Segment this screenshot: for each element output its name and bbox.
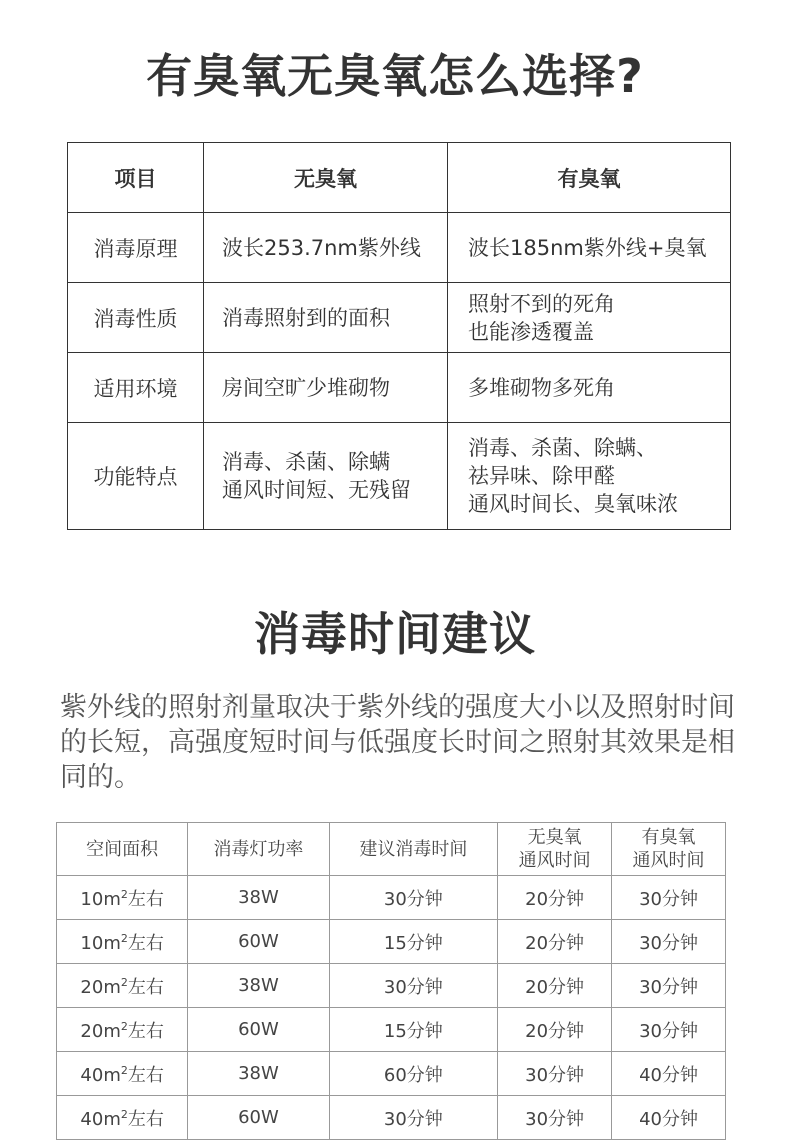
- cell-line: 也能渗透覆盖: [468, 319, 594, 344]
- header-no-ozone: 无臭氧: [204, 143, 448, 213]
- header-line: 建议消毒时间: [359, 838, 468, 860]
- ozone-vent-cell: 40分钟: [612, 1052, 726, 1096]
- area-value: 20m: [80, 976, 121, 998]
- no-ozone-vent-cell: 20分钟: [498, 920, 612, 964]
- ozone-vent-cell: 30分钟: [612, 876, 726, 920]
- power-cell: 38W: [188, 964, 329, 1008]
- header-no-ozone-vent: [498, 823, 612, 876]
- area-suffix: 左右: [127, 932, 164, 954]
- comparison-header-row: [68, 143, 731, 213]
- table-row: [57, 1096, 726, 1140]
- cell-line: 波长253.7nm紫外线: [222, 235, 421, 260]
- header-line: 无臭氧: [527, 827, 582, 848]
- area-unit-exponent: 2: [120, 931, 128, 945]
- area-unit-exponent: 2: [120, 1107, 128, 1121]
- cell-line: 消毒、杀菌、除螨: [222, 450, 390, 474]
- area-suffix: 左右: [127, 1020, 164, 1042]
- no-ozone-cell: [204, 283, 448, 353]
- area-unit-exponent: 2: [120, 975, 128, 989]
- area-unit-exponent: 2: [120, 1063, 128, 1077]
- header-ozone: 有臭氧: [448, 143, 731, 213]
- ozone-vent-cell: 30分钟: [612, 964, 726, 1008]
- cell-line: 消毒照射到的面积: [222, 305, 390, 330]
- no-ozone-cell: [204, 213, 448, 283]
- time-cell: 15分钟: [329, 1008, 498, 1052]
- area-value: 10m: [80, 888, 121, 910]
- comparison-table: [67, 142, 731, 530]
- header-line: 有臭氧: [641, 827, 696, 848]
- table-row: [68, 283, 731, 353]
- area-cell: [57, 1096, 188, 1140]
- power-cell: 60W: [188, 1008, 329, 1052]
- area-suffix: 左右: [127, 976, 164, 998]
- time-cell: 30分钟: [329, 876, 498, 920]
- area-cell: [57, 920, 188, 964]
- header-ozone-vent: [612, 823, 726, 876]
- header-line: 通风时间: [632, 850, 705, 871]
- area-value: 40m: [80, 1064, 121, 1086]
- power-cell: 38W: [188, 1052, 329, 1096]
- header-line: 消毒灯功率: [213, 838, 304, 860]
- section-title: 消毒时间建议: [254, 607, 536, 661]
- cell-line: 消毒、杀菌、除螨、: [468, 436, 657, 460]
- row-label: 适用环境: [68, 353, 204, 423]
- cell-line: 祛异味、除甲醛: [468, 464, 615, 488]
- header-line: 空间面积: [86, 838, 159, 860]
- time-cell: 60分钟: [329, 1052, 498, 1096]
- area-cell: [57, 964, 188, 1008]
- power-cell: 60W: [188, 920, 329, 964]
- ozone-cell: [448, 213, 731, 283]
- no-ozone-cell: [204, 423, 448, 530]
- row-label: 消毒性质: [68, 283, 204, 353]
- area-value: 40m: [80, 1108, 121, 1130]
- cell-line: 通风时间短、无残留: [222, 478, 411, 502]
- no-ozone-vent-cell: 30分钟: [498, 1052, 612, 1096]
- no-ozone-vent-cell: 20分钟: [498, 964, 612, 1008]
- table-row: [57, 964, 726, 1008]
- area-cell: [57, 1008, 188, 1052]
- header-power: [188, 823, 329, 876]
- time-header-row: [57, 823, 726, 876]
- row-label: 功能特点: [68, 423, 204, 530]
- area-cell: [57, 876, 188, 920]
- header-area: [57, 823, 188, 876]
- area-unit-exponent: 2: [120, 1019, 128, 1033]
- power-cell: 38W: [188, 876, 329, 920]
- ozone-vent-cell: 30分钟: [612, 1008, 726, 1052]
- cell-line: 通风时间长、臭氧味浓: [468, 492, 678, 516]
- time-table: [56, 822, 726, 1140]
- ozone-vent-cell: 40分钟: [612, 1096, 726, 1140]
- area-value: 10m: [80, 932, 121, 954]
- ozone-cell: [448, 283, 731, 353]
- power-cell: 60W: [188, 1096, 329, 1140]
- header-time: [329, 823, 498, 876]
- table-row: [57, 1052, 726, 1096]
- time-cell: 30分钟: [329, 1096, 498, 1140]
- table-row: [57, 876, 726, 920]
- table-row: [68, 213, 731, 283]
- table-row: [57, 1008, 726, 1052]
- page-title: 有臭氧无臭氧怎么选择?: [146, 49, 644, 103]
- header-item: 项目: [68, 143, 204, 213]
- ozone-vent-cell: 30分钟: [612, 920, 726, 964]
- ozone-cell: [448, 353, 731, 423]
- cell-line: 照射不到的死角: [468, 291, 615, 316]
- no-ozone-vent-cell: 20分钟: [498, 876, 612, 920]
- area-suffix: 左右: [127, 888, 164, 910]
- table-row: [57, 920, 726, 964]
- ozone-cell: [448, 423, 731, 530]
- no-ozone-cell: [204, 353, 448, 423]
- header-line: 通风时间: [518, 850, 591, 871]
- cell-line: 多堆砌物多死角: [468, 375, 615, 400]
- cell-line: 波长185nm紫外线+臭氧: [468, 235, 707, 260]
- area-unit-exponent: 2: [120, 887, 128, 901]
- area-suffix: 左右: [127, 1108, 164, 1130]
- cell-line: 房间空旷少堆砌物: [222, 375, 390, 400]
- time-cell: 30分钟: [329, 964, 498, 1008]
- table-row: [68, 423, 731, 530]
- no-ozone-vent-cell: 20分钟: [498, 1008, 612, 1052]
- table-row: [68, 353, 731, 423]
- row-label: 消毒原理: [68, 213, 204, 283]
- intro-paragraph: 紫外线的照射剂量取决于紫外线的强度大小以及照射时间的长短，高强度短时间与低强度长时间之照射其效果是相同的。: [60, 692, 735, 793]
- time-cell: 15分钟: [329, 920, 498, 964]
- area-value: 20m: [80, 1020, 121, 1042]
- area-suffix: 左右: [127, 1064, 164, 1086]
- no-ozone-vent-cell: 30分钟: [498, 1096, 612, 1140]
- area-cell: [57, 1052, 188, 1096]
